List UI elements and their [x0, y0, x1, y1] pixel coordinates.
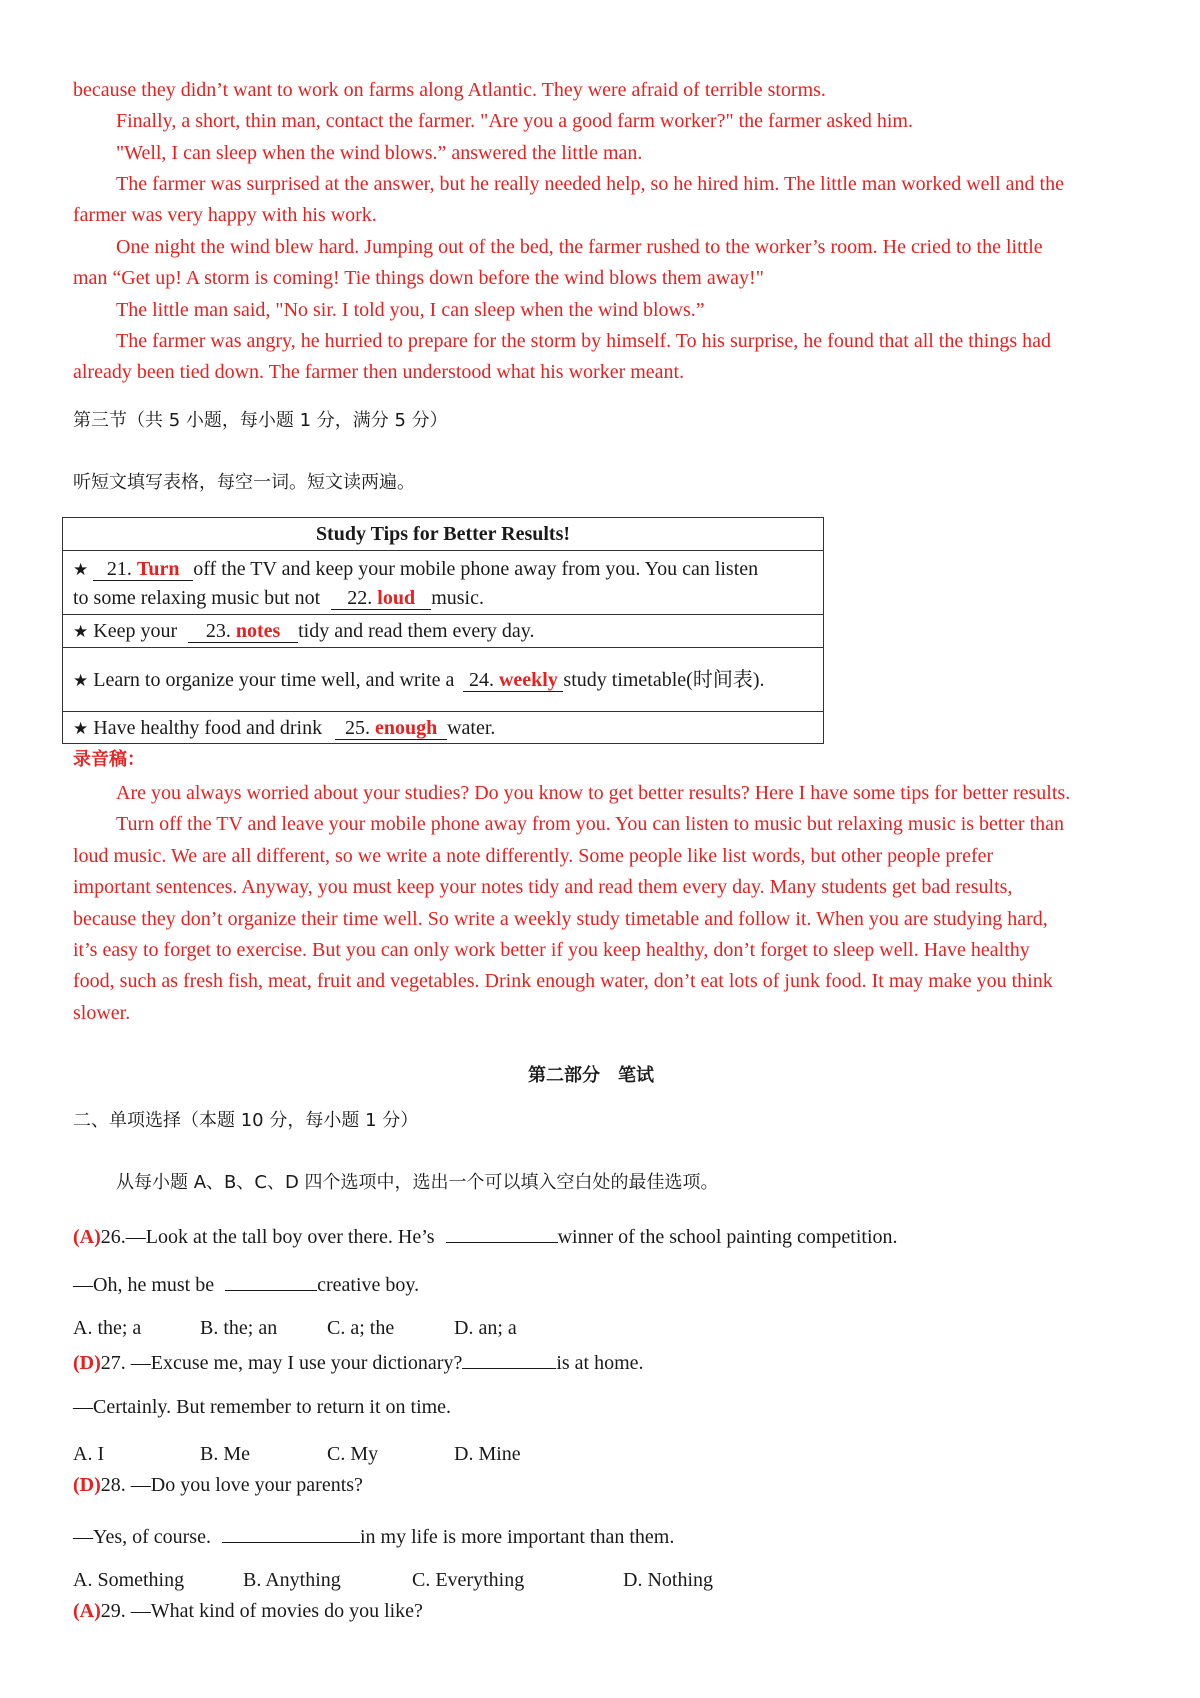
- part2-title: 第二部分 笔试: [528, 1065, 654, 1086]
- answer-blank: [222, 1520, 360, 1543]
- row-text: music.: [431, 587, 484, 609]
- answer-blank-21: 21. Turn: [93, 558, 193, 581]
- story-line: man “Get up! A storm is coming! Tie things down before the wind blows them away!": [73, 267, 764, 289]
- table-row: [63, 550, 823, 614]
- star-icon: ★: [73, 622, 89, 642]
- story-line: already been tied down. The farmer then understood what his worker meant.: [73, 361, 685, 383]
- row-text: study timetable(时间表).: [563, 669, 765, 691]
- study-tips-table: [62, 517, 824, 744]
- answer-blank: [225, 1268, 317, 1291]
- answer-key: (D): [73, 1352, 101, 1374]
- question-29: (A)29. —What kind of movies do you like?: [73, 1600, 423, 1622]
- option-d: D. Nothing: [623, 1569, 713, 1591]
- story-line: Finally, a short, thin man, contact the farmer. "Are you a good farm worker?" the farmer asked him.: [116, 110, 913, 132]
- story-line: "Well, I can sleep when the wind blows.” answered the little man.: [116, 142, 643, 164]
- question-27-reply: —Certainly. But remember to return it on time.: [73, 1396, 452, 1418]
- option-b: B. the; an: [200, 1317, 278, 1339]
- answer-blank-25: 25. enough: [335, 717, 447, 740]
- answer-key: (A): [73, 1226, 101, 1248]
- answer-blank-23: 23. notes: [188, 620, 298, 643]
- question-27: (D)27. —Excuse me, may I use your dictionary? is at home.: [73, 1346, 644, 1376]
- row-text: Keep your: [93, 620, 178, 642]
- transcript-line: slower.: [73, 1002, 131, 1024]
- story-line: farmer was very happy with his work.: [73, 204, 377, 226]
- transcript-label: 录音稿：: [73, 749, 145, 770]
- option-c: C. a; the: [327, 1317, 395, 1339]
- story-line: The little man said, "No sir. I told you, I can sleep when the wind blows.”: [116, 299, 705, 321]
- story-line: The farmer was surprised at the answer, but he really needed help, so he hired him. The little man worked well and the: [116, 173, 1064, 195]
- row-text: to some relaxing music but not: [73, 587, 321, 609]
- section3-title: 第三节（共 5 小题，每小题 1 分，满分 5 分）: [73, 410, 448, 431]
- star-icon: ★: [73, 719, 89, 739]
- option-a: A. the; a: [73, 1317, 142, 1339]
- transcript-line: it’s easy to forget to exercise. But you can only work better if you keep healthy, don’t forget to sleep well. Have healthy: [73, 939, 1030, 961]
- star-icon: ★: [73, 560, 89, 580]
- answer-blank: [462, 1346, 556, 1369]
- question-28-reply: —Yes, of course. in my life is more important than them.: [73, 1520, 674, 1550]
- section2-instruction: 从每小题 A、B、C、D 四个选项中，选出一个可以填入空白处的最佳选项。: [116, 1172, 719, 1193]
- story-line: One night the wind blew hard. Jumping out of the bed, the farmer rushed to the worker’s room. He cried to the little: [116, 236, 1043, 258]
- option-a: A. I: [73, 1443, 105, 1465]
- transcript-line: because they don’t organize their time well. So write a weekly study timetable and follow it. When you are studying hard,: [73, 908, 1048, 930]
- transcript-line: loud music. We are all different, so we write a note differently. Some people like list words, but other people prefer: [73, 845, 994, 867]
- answer-key: (D): [73, 1474, 101, 1496]
- table-row: [63, 614, 823, 647]
- question-28: (D)28. —Do you love your parents?: [73, 1474, 363, 1496]
- option-c: C. My: [327, 1443, 379, 1465]
- section2-title: 二、单项选择（本题 10 分，每小题 1 分）: [73, 1110, 419, 1131]
- question-26-reply: —Oh, he must be creative boy.: [73, 1268, 419, 1298]
- row-text: off the TV and keep your mobile phone away from you. You can listen: [193, 558, 759, 580]
- row-text: Have healthy food and drink: [93, 717, 323, 739]
- story-line: because they didn’t want to work on farms along Atlantic. They were afraid of terrible storms.: [73, 79, 826, 101]
- row-text: water.: [447, 717, 496, 739]
- question-26: (A)26.—Look at the tall boy over there. He’s winner of the school painting competition.: [73, 1220, 898, 1250]
- transcript-line: Are you always worried about your studies? Do you know to get better results? Here I have some tips for better results.: [116, 782, 1071, 804]
- option-c: C. Everything: [412, 1569, 525, 1591]
- option-b: B. Me: [200, 1443, 250, 1465]
- option-a: A. Something: [73, 1569, 185, 1591]
- row-text: Learn to organize your time well, and write a: [93, 669, 455, 691]
- table-row: [63, 647, 823, 711]
- transcript-line: food, such as fresh fish, meat, fruit and vegetables. Drink enough water, don’t eat lots of junk food. It may make you think: [73, 970, 1053, 992]
- transcript-line: important sentences. Anyway, you must keep your notes tidy and read them every day. Many students get bad results,: [73, 876, 1013, 898]
- transcript-line: Turn off the TV and leave your mobile phone away from you. You can listen to music but relaxing music is better than: [116, 813, 1064, 835]
- option-d: D. an; a: [454, 1317, 517, 1339]
- option-d: D. Mine: [454, 1443, 521, 1465]
- answer-blank-24: 24. weekly: [463, 669, 563, 692]
- row-text: tidy and read them every day.: [298, 620, 535, 642]
- answer-blank-22: 22. loud: [331, 587, 431, 610]
- table-row: [63, 711, 823, 743]
- option-b: B. Anything: [243, 1569, 341, 1591]
- star-icon: ★: [73, 671, 89, 691]
- section3-instruction: 听短文填写表格，每空一词。短文读两遍。: [73, 472, 415, 493]
- story-line: The farmer was angry, he hurried to prepare for the storm by himself. To his surprise, he found that all the things had: [116, 330, 1052, 352]
- table-header: Study Tips for Better Results!: [315, 523, 571, 545]
- answer-blank: [446, 1220, 558, 1243]
- answer-key: (A): [73, 1600, 101, 1622]
